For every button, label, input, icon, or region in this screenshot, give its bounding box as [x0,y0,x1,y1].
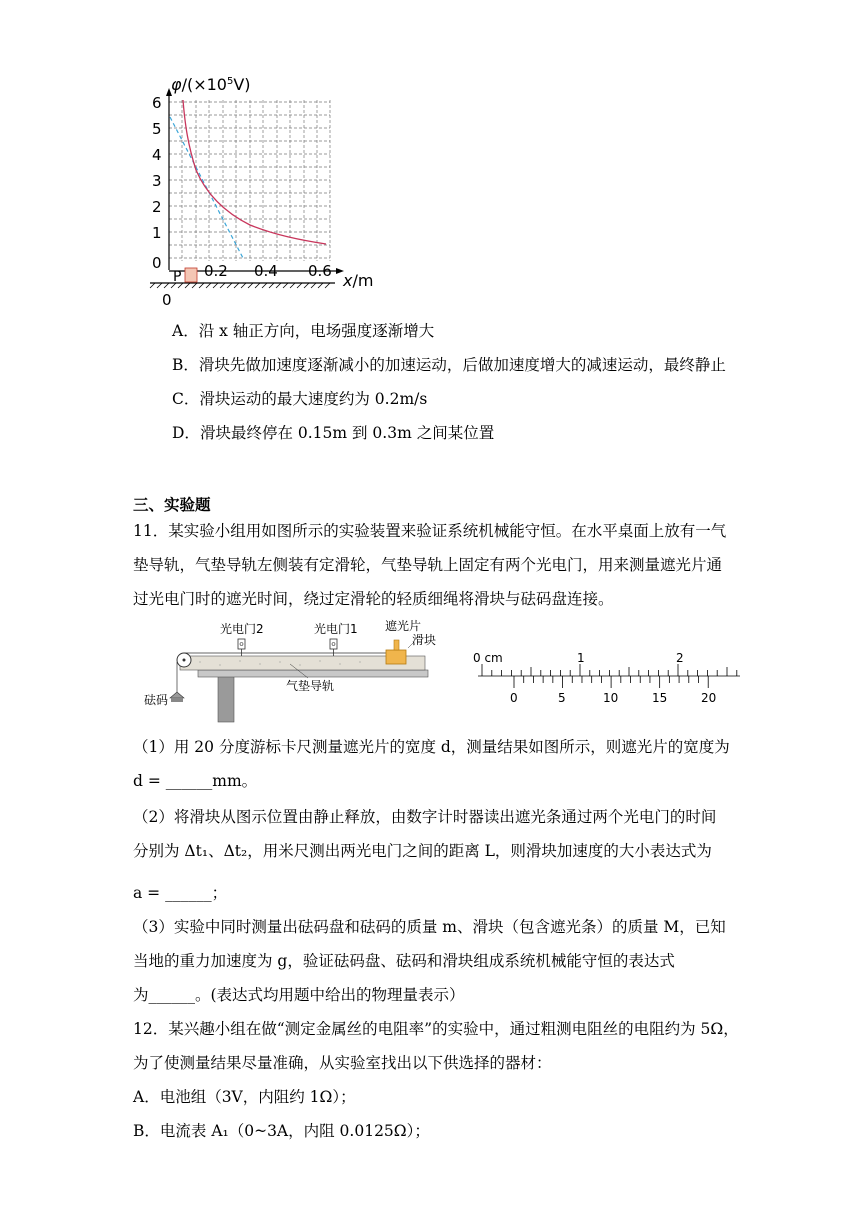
x-axis-label: x/m [343,271,374,290]
caliper-main-unit: 0 cm [473,651,503,665]
q11-line-1: 11．某实验小组用如图所示的实验装置来验证系统机械能守恒。在水平桌面上放有一气 [133,522,727,540]
q11-part3-line2: 当地的重力加速度为 g，验证砝码盘、砝码和滑块组成系统机械能守恒的表达式 [133,952,675,970]
y-tick: 1 [152,224,162,242]
photogate-1 [330,639,337,649]
q11-line-2: 垫导轨，气垫导轨左侧装有定滑轮，气垫导轨上固定有两个光电门，用来测量遮光片通 [133,556,723,574]
phi-x-graph [140,70,380,310]
vernier-caliper [470,648,755,710]
option-a: A．沿 x 轴正方向，电场强度逐渐增大 [172,322,435,340]
weight-pan [170,692,184,698]
vernier-label-20: 20 [701,691,717,705]
vernier-label-10: 10 [603,691,619,705]
q12-item-a: A．电池组（3V，内阻约 1Ω）； [133,1088,356,1106]
q11-part3-line3: 为______。(表达式均用题中给出的物理量表示） [133,986,465,1004]
y-tick: 4 [152,146,162,164]
q11-line-3: 过光电门时的遮光时间，绕过定滑轮的轻质细绳将滑块与砝码盘连接。 [133,590,614,608]
label-gate2: 光电门2 [220,622,264,636]
main-scale-ticks [482,664,737,676]
q12-line-1: 12．某兴趣小组在做“测定金属丝的电阻率”的实验中，通过粗测电阻丝的电阻约为 5Ω， [133,1020,739,1038]
label-slider: 滑块 [412,633,437,647]
q11-part1-line2: d = ______mm。 [133,772,258,790]
y-tick: 5 [152,120,162,138]
y-tick: 6 [152,94,162,112]
q11-part2-line2: 分别为 Δt₁、Δt₂，用米尺测出两光电门之间的距离 L，则滑块加速度的大小表达式为 [133,842,712,860]
caliper-main-1: 1 [577,651,585,665]
label-gate1: 光电门1 [314,622,358,636]
x-tick: 0.6 [308,262,332,280]
slider-block [386,650,406,664]
option-b: B．滑块先做加速度逐渐减小的加速运动，后做加速度增大的减速运动，最终静止 [172,356,726,374]
x-tick: 0.2 [204,262,228,280]
label-rail: 气垫导轨 [286,679,335,693]
y-tick: 2 [152,198,162,216]
q11-part2-line1: （2）将滑块从图示位置由静止释放，由数字计时器读出遮光条通过两个光电门的时间 [133,808,717,826]
vernier-label-5: 5 [558,691,566,705]
q11-part1-line1: （1）用 20 分度游标卡尺测量遮光片的宽度 d，测量结果如图所示，则遮光片的宽度为 [133,738,730,756]
table-leg [218,676,234,722]
x-tick: 0.4 [254,262,278,280]
caliper-main-2: 2 [676,651,684,665]
block-p [185,268,197,282]
photogate-2 [238,639,245,649]
table-top [198,670,428,677]
q11-part2-line3: a = ______； [133,884,228,902]
air-track-apparatus [140,618,440,726]
q12-line-2: 为了使测量结果尽量准确，从实验室找出以下供选择的器材： [133,1054,552,1072]
label-shade: 遮光片 [385,619,422,633]
y-tick: 0 [152,254,162,272]
graph-grid [169,100,330,261]
block-p-label: P [173,269,182,285]
option-c: C．滑块运动的最大速度约为 0.2m/s [172,390,428,408]
phi-curve [183,100,326,244]
vernier-label-0: 0 [510,691,518,705]
y-axis-label: $\varphi/(\times 10^5V)$ [171,75,251,94]
q11-part3-line1: （3）实验中同时测量出砝码盘和砝码的质量 m、滑块（包含遮光条）的质量 M，已知 [133,918,726,936]
option-d: D．滑块最终停在 0.15m 到 0.3m 之间某位置 [172,424,495,442]
origin-label: 0 [162,291,172,309]
vernier-label-15: 15 [652,691,668,705]
section-title: 三、实验题 [133,495,211,514]
shade-plate [394,640,399,650]
q12-item-b: B．电流表 A₁（0~3A，内阻 0.0125Ω）； [133,1122,430,1140]
vernier-scale-ticks [514,676,708,688]
label-weight: 砝码 [144,693,169,707]
y-tick: 3 [152,172,162,190]
